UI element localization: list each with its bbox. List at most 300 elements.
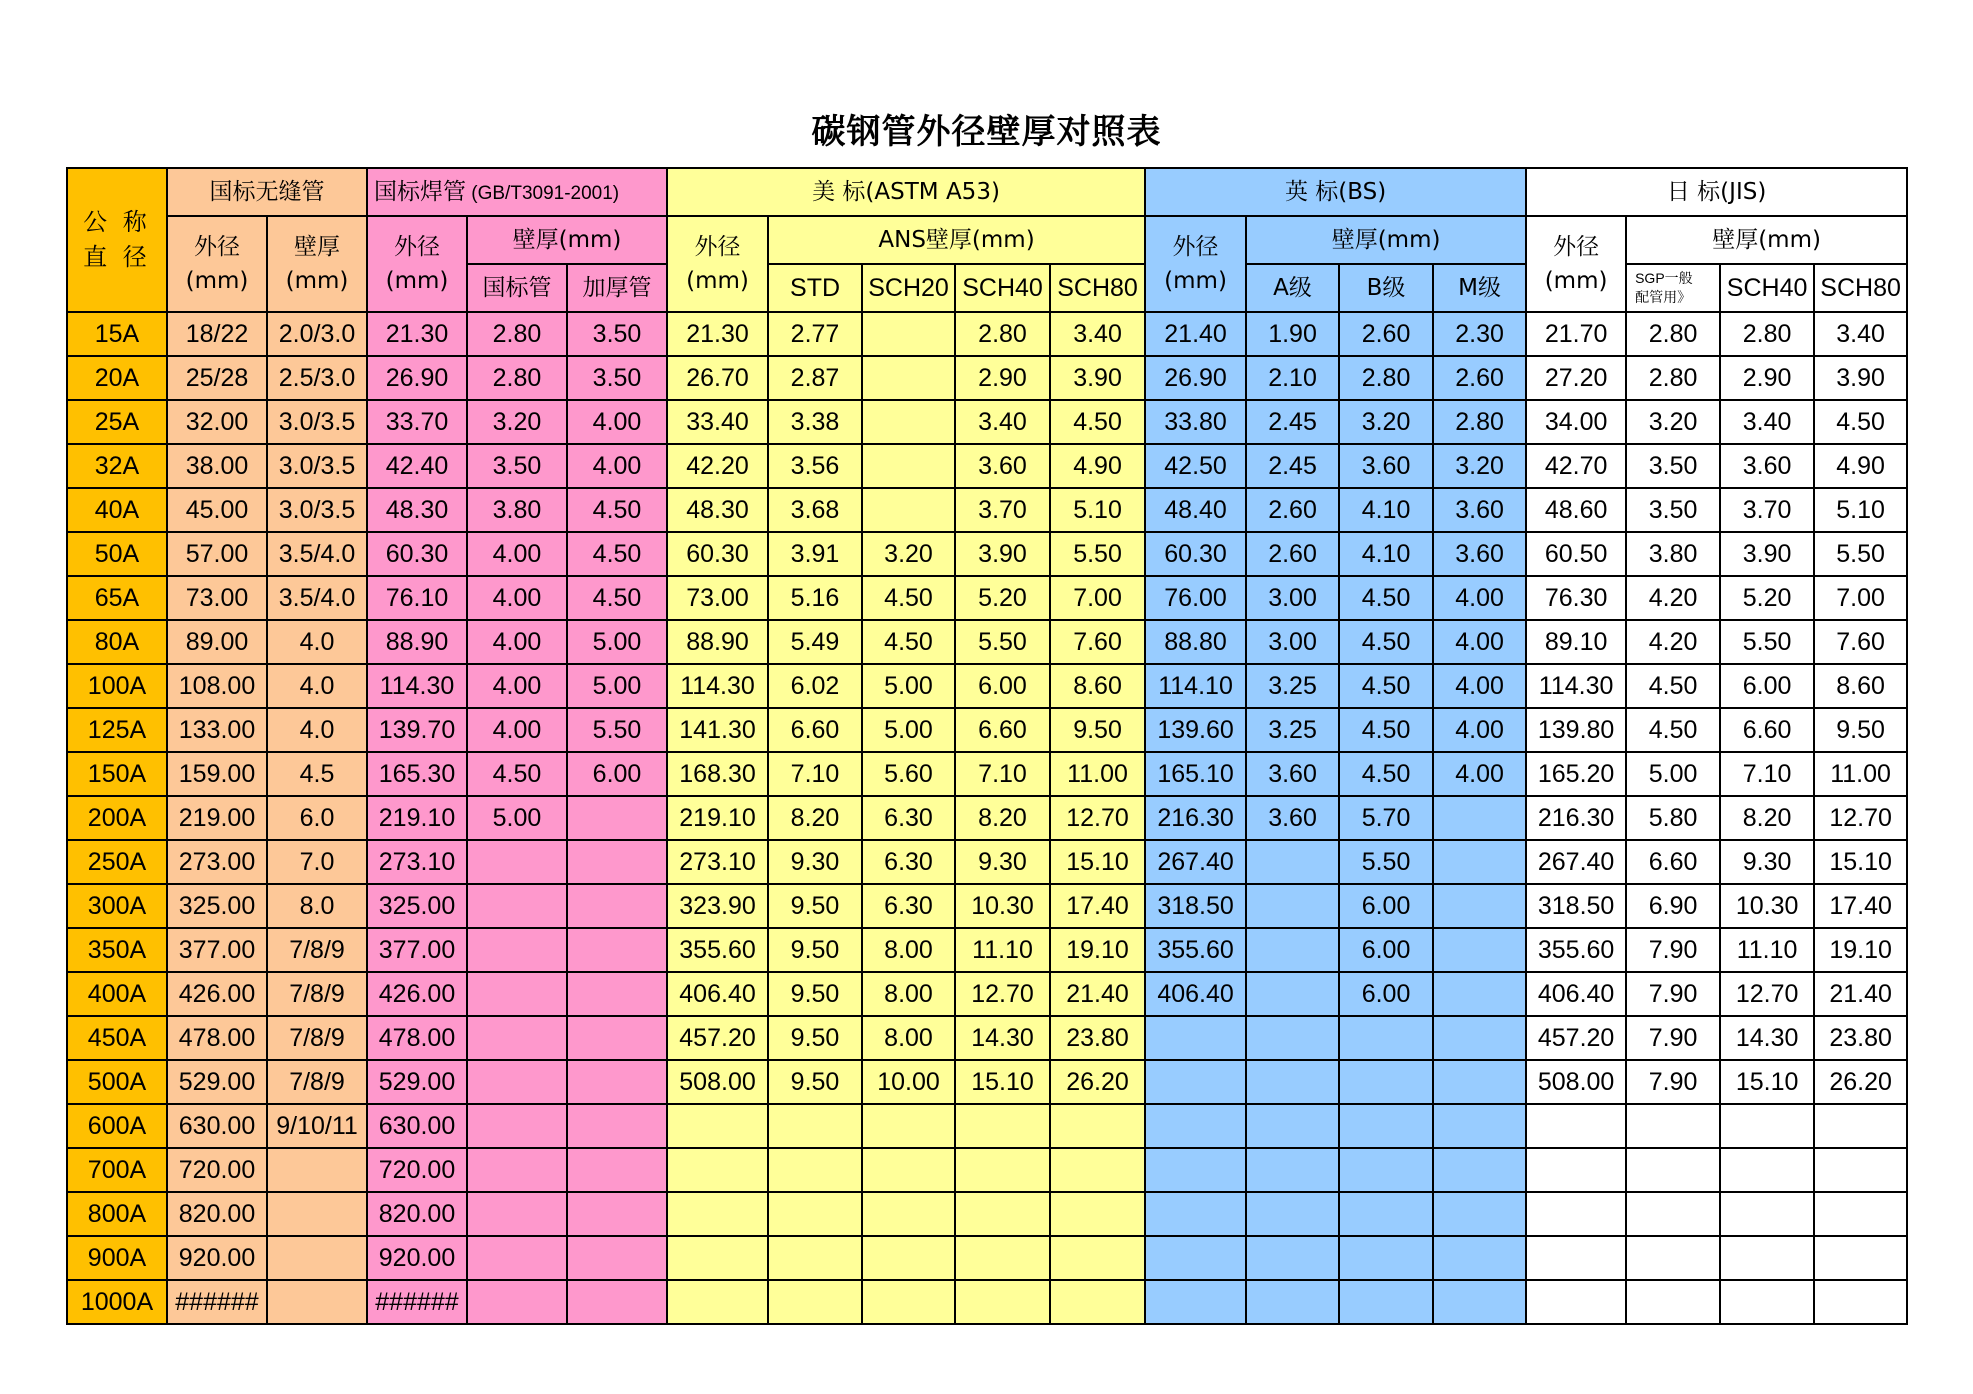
bs-od-cell — [1145, 1280, 1246, 1324]
astm-od-cell: 168.30 — [667, 752, 768, 796]
bs-grade-a-cell: 2.60 — [1246, 488, 1339, 532]
gb-welded-wall-thick-cell: 5.00 — [567, 620, 667, 664]
nominal-size-cell: 80A — [67, 620, 167, 664]
astm-std-cell — [768, 1192, 862, 1236]
jis-sgp-cell — [1626, 1104, 1720, 1148]
nominal-size-cell: 15A — [67, 312, 167, 356]
bs-grade-b-cell: 4.50 — [1339, 620, 1433, 664]
bs-grade-m-cell — [1433, 840, 1526, 884]
bs-od-cell: 21.40 — [1145, 312, 1246, 356]
nominal-size-cell: 100A — [67, 664, 167, 708]
gb-welded-wall-std-cell — [467, 1192, 567, 1236]
gb-seamless-wall-cell: 3.0/3.5 — [267, 444, 367, 488]
astm-od-cell: 406.40 — [667, 972, 768, 1016]
table-row — [67, 840, 1907, 884]
bs-od-cell: 42.50 — [1145, 444, 1246, 488]
mm-label: (mm) — [686, 268, 749, 294]
astm-std-cell: 7.10 — [768, 752, 862, 796]
bs-grade-a-cell — [1246, 1060, 1339, 1104]
astm-sch40-cell: 3.90 — [955, 532, 1050, 576]
bs-grade-a-cell: 3.25 — [1246, 664, 1339, 708]
table-row — [67, 1236, 1907, 1280]
gb-welded-od-cell: 529.00 — [367, 1060, 467, 1104]
bs-grade-b-cell — [1339, 1280, 1433, 1324]
jis-sch80-cell — [1814, 1280, 1907, 1324]
bs-grade-a-cell: 3.00 — [1246, 576, 1339, 620]
astm-std-cell: 9.50 — [768, 928, 862, 972]
astm-sch80-cell: 4.90 — [1050, 444, 1145, 488]
jis-sgp-cell: 7.90 — [1626, 1060, 1720, 1104]
astm-od-header — [667, 216, 768, 312]
astm-sch40-cell: 15.10 — [955, 1060, 1050, 1104]
astm-std-cell: 3.68 — [768, 488, 862, 532]
astm-od-cell: 457.20 — [667, 1016, 768, 1060]
bs-grade-m-cell — [1433, 928, 1526, 972]
jis-sch40-cell — [1720, 1148, 1814, 1192]
bs-grade-a-cell: 3.25 — [1246, 708, 1339, 752]
gb-welded-wall-std-cell: 4.50 — [467, 752, 567, 796]
jis-sch40-cell: 6.60 — [1720, 708, 1814, 752]
gb-welded-od-cell: 273.10 — [367, 840, 467, 884]
astm-std-cell: 6.02 — [768, 664, 862, 708]
astm-sch80-cell: 23.80 — [1050, 1016, 1145, 1060]
nominal-size-cell: 400A — [67, 972, 167, 1016]
bs-grade-a-cell — [1246, 1104, 1339, 1148]
jis-sgp-cell — [1626, 1280, 1720, 1324]
jis-od-cell: 457.20 — [1526, 1016, 1626, 1060]
astm-sch80-cell: 4.50 — [1050, 400, 1145, 444]
astm-sch80-cell: 9.50 — [1050, 708, 1145, 752]
astm-sch20-cell — [862, 1104, 955, 1148]
gb-welded-wall-std-cell: 4.00 — [467, 576, 567, 620]
gb-welded-label: 国标焊管 — [374, 178, 466, 205]
nominal-size-cell: 32A — [67, 444, 167, 488]
astm-sch20-cell: 10.00 — [862, 1060, 955, 1104]
astm-sch20-cell: 5.00 — [862, 708, 955, 752]
gb-welded-od-cell: 42.40 — [367, 444, 467, 488]
bs-grade-a-cell — [1246, 1192, 1339, 1236]
bs-od-cell — [1145, 1104, 1246, 1148]
bs-grade-m-cell — [1433, 1192, 1526, 1236]
bs-grade-b-cell — [1339, 1148, 1433, 1192]
gb-welded-od-cell: 26.90 — [367, 356, 467, 400]
astm-od-cell: 114.30 — [667, 664, 768, 708]
bs-od-cell: 406.40 — [1145, 972, 1246, 1016]
jis-sch80-cell: 4.90 — [1814, 444, 1907, 488]
gb-seamless-wall-cell: 2.5/3.0 — [267, 356, 367, 400]
jis-od-cell: 48.60 — [1526, 488, 1626, 532]
gb-seamless-od-cell: 630.00 — [167, 1104, 267, 1148]
gb-seamless-wall-cell: 4.0 — [267, 708, 367, 752]
astm-sch20-cell — [862, 444, 955, 488]
gb-welded-od-cell: 88.90 — [367, 620, 467, 664]
astm-std-cell: 9.50 — [768, 1060, 862, 1104]
jis-sgp-cell: 6.90 — [1626, 884, 1720, 928]
jis-sch80-cell: 8.60 — [1814, 664, 1907, 708]
gb-welded-od-cell: 219.10 — [367, 796, 467, 840]
bs-grade-m-cell — [1433, 1104, 1526, 1148]
bs-grade-a-cell: 1.90 — [1246, 312, 1339, 356]
bs-grade-m-cell — [1433, 1060, 1526, 1104]
jis-od-cell — [1526, 1280, 1626, 1324]
grade-b-header: B级 — [1339, 264, 1433, 312]
astm-sch40-cell — [955, 1192, 1050, 1236]
bs-grade-b-cell — [1339, 1060, 1433, 1104]
nominal-size-cell: 25A — [67, 400, 167, 444]
jis-header: 日 标(JIS) — [1526, 168, 1907, 216]
table-row — [67, 620, 1907, 664]
gb-seamless-od-cell: 89.00 — [167, 620, 267, 664]
bs-grade-b-cell: 2.60 — [1339, 312, 1433, 356]
bs-grade-b-cell: 3.20 — [1339, 400, 1433, 444]
jis-od-cell: 508.00 — [1526, 1060, 1626, 1104]
gb-seamless-wall-cell — [267, 1236, 367, 1280]
nominal-size-cell: 65A — [67, 576, 167, 620]
jis-od-cell: 267.40 — [1526, 840, 1626, 884]
jis-sgp-cell: 3.50 — [1626, 488, 1720, 532]
astm-std-cell: 5.16 — [768, 576, 862, 620]
table-row — [67, 1016, 1907, 1060]
table-row — [67, 928, 1907, 972]
astm-od-cell: 60.30 — [667, 532, 768, 576]
bs-grade-a-cell — [1246, 840, 1339, 884]
bs-grade-m-cell — [1433, 1280, 1526, 1324]
jis-sch80-cell — [1814, 1148, 1907, 1192]
jis-sch40-cell: 3.90 — [1720, 532, 1814, 576]
astm-sch80-cell: 5.50 — [1050, 532, 1145, 576]
gb-welded-wall-std-cell — [467, 1104, 567, 1148]
gb-seamless-od-cell: 377.00 — [167, 928, 267, 972]
od-label: 外径 — [394, 233, 440, 260]
bs-wall-header: 壁厚(mm) — [1246, 216, 1526, 264]
gb-seamless-wall-cell: 7/8/9 — [267, 928, 367, 972]
bs-grade-b-cell: 6.00 — [1339, 928, 1433, 972]
jis-sch80-cell: 3.40 — [1814, 312, 1907, 356]
nominal-size-cell: 150A — [67, 752, 167, 796]
jis-od-cell: 60.50 — [1526, 532, 1626, 576]
jis-sch80-cell: 3.90 — [1814, 356, 1907, 400]
jis-sch80-cell — [1814, 1192, 1907, 1236]
astm-sch20-cell: 8.00 — [862, 928, 955, 972]
gb-welded-od-cell: 139.70 — [367, 708, 467, 752]
table-row — [67, 1148, 1907, 1192]
gb-seamless-wall-cell: 3.0/3.5 — [267, 488, 367, 532]
jis-sch40-cell: 8.20 — [1720, 796, 1814, 840]
jis-sch80-cell: 9.50 — [1814, 708, 1907, 752]
table-row — [67, 796, 1907, 840]
astm-sch20-cell: 6.30 — [862, 840, 955, 884]
bs-grade-m-cell: 3.60 — [1433, 532, 1526, 576]
gb-welded-wall-thick-cell — [567, 884, 667, 928]
astm-od-cell: 508.00 — [667, 1060, 768, 1104]
gb-seamless-od-cell: 108.00 — [167, 664, 267, 708]
mm-label: (mm) — [1164, 268, 1227, 294]
astm-sch40-cell — [955, 1148, 1050, 1192]
nominal-size-cell: 600A — [67, 1104, 167, 1148]
astm-od-cell: 323.90 — [667, 884, 768, 928]
gb-welded-wall-thick-cell — [567, 1148, 667, 1192]
bs-od-cell: 76.00 — [1145, 576, 1246, 620]
astm-std-cell: 2.87 — [768, 356, 862, 400]
pipe-spec-table — [66, 167, 1908, 1325]
bs-od-cell — [1145, 1060, 1246, 1104]
astm-sch40-cell: 9.30 — [955, 840, 1050, 884]
astm-od-cell: 42.20 — [667, 444, 768, 488]
astm-sch80-cell — [1050, 1236, 1145, 1280]
bs-grade-m-cell — [1433, 972, 1526, 1016]
gb-seamless-wall-cell: 4.5 — [267, 752, 367, 796]
gb-welded-wall-std-cell: 4.00 — [467, 708, 567, 752]
bs-grade-a-cell — [1246, 1148, 1339, 1192]
bs-grade-b-cell: 4.10 — [1339, 532, 1433, 576]
jis-sch80-cell: 17.40 — [1814, 884, 1907, 928]
astm-sch20-cell — [862, 1280, 955, 1324]
gb-seamless-od-cell: 25/28 — [167, 356, 267, 400]
mm-label: (mm) — [1544, 268, 1608, 294]
astm-std-cell: 3.91 — [768, 532, 862, 576]
gb-seamless-wall-cell: 4.0 — [267, 664, 367, 708]
bs-grade-a-cell — [1246, 928, 1339, 972]
grade-a-header: A级 — [1246, 264, 1339, 312]
gb-seamless-wall-cell: 8.0 — [267, 884, 367, 928]
bs-od-cell: 355.60 — [1145, 928, 1246, 972]
astm-sch20-cell: 4.50 — [862, 620, 955, 664]
jis-sch80-cell: 5.50 — [1814, 532, 1907, 576]
astm-sch20-cell — [862, 356, 955, 400]
sgp-label-line2: 配管用》 — [1635, 289, 1692, 305]
bs-grade-b-cell: 3.60 — [1339, 444, 1433, 488]
bs-od-cell: 216.30 — [1145, 796, 1246, 840]
jis-od-cell: 76.30 — [1526, 576, 1626, 620]
nominal-diameter-header — [67, 168, 167, 312]
bs-grade-b-cell: 6.00 — [1339, 884, 1433, 928]
bs-grade-a-cell: 3.00 — [1246, 620, 1339, 664]
nominal-header-line1: 公 称 — [83, 208, 151, 237]
jis-sch40-cell: 6.00 — [1720, 664, 1814, 708]
astm-sch80-cell — [1050, 1192, 1145, 1236]
gb-seamless-wall-cell: 3.5/4.0 — [267, 576, 367, 620]
astm-sch80-cell: 11.00 — [1050, 752, 1145, 796]
gb-seamless-wall-cell — [267, 1280, 367, 1324]
mm-label: (mm) — [185, 268, 249, 294]
jis-sch40-header: SCH40 — [1720, 264, 1814, 312]
astm-std-cell: 9.50 — [768, 972, 862, 1016]
od-label: 外径 — [1553, 233, 1600, 260]
nominal-header-line2: 直 径 — [83, 243, 151, 271]
gb-seamless-wall-cell — [267, 1148, 367, 1192]
jis-sgp-cell: 7.90 — [1626, 972, 1720, 1016]
astm-sch40-cell: 8.20 — [955, 796, 1050, 840]
nominal-size-cell: 200A — [67, 796, 167, 840]
astm-sch40-cell: 5.20 — [955, 576, 1050, 620]
jis-sch40-cell — [1720, 1104, 1814, 1148]
astm-sch20-cell: 6.30 — [862, 884, 955, 928]
bs-grade-b-cell: 6.00 — [1339, 972, 1433, 1016]
bs-od-cell: 33.80 — [1145, 400, 1246, 444]
astm-std-cell — [768, 1104, 862, 1148]
astm-sch80-cell: 7.60 — [1050, 620, 1145, 664]
gb-welded-od-cell: 920.00 — [367, 1236, 467, 1280]
astm-sch80-cell: 8.60 — [1050, 664, 1145, 708]
gb-welded-wall-std-cell — [467, 1016, 567, 1060]
table-row — [67, 576, 1907, 620]
astm-header: 美 标(ASTM A53) — [667, 168, 1145, 216]
jis-od-cell: 27.20 — [1526, 356, 1626, 400]
jis-od-cell: 89.10 — [1526, 620, 1626, 664]
jis-sgp-cell: 3.50 — [1626, 444, 1720, 488]
astm-sch40-cell: 6.60 — [955, 708, 1050, 752]
gb-welded-wall-thick-cell — [567, 796, 667, 840]
jis-sch80-cell: 26.20 — [1814, 1060, 1907, 1104]
bs-od-cell: 165.10 — [1145, 752, 1246, 796]
bs-grade-b-cell — [1339, 1016, 1433, 1060]
gb-seamless-od-cell: 133.00 — [167, 708, 267, 752]
nominal-size-cell: 700A — [67, 1148, 167, 1192]
gb-welded-wall-thick-cell: 3.50 — [567, 312, 667, 356]
table-row — [67, 1060, 1907, 1104]
astm-sch40-cell: 10.30 — [955, 884, 1050, 928]
bs-grade-a-cell: 2.10 — [1246, 356, 1339, 400]
bs-grade-m-cell — [1433, 1236, 1526, 1280]
wall-label: 壁厚 — [294, 233, 340, 260]
astm-sch80-cell: 3.90 — [1050, 356, 1145, 400]
astm-sch80-cell — [1050, 1280, 1145, 1324]
gb-welded-od-cell: 60.30 — [367, 532, 467, 576]
bs-od-cell: 267.40 — [1145, 840, 1246, 884]
bs-grade-m-cell: 4.00 — [1433, 752, 1526, 796]
astm-od-cell — [667, 1148, 768, 1192]
astm-od-cell: 88.90 — [667, 620, 768, 664]
table-row — [67, 400, 1907, 444]
astm-sch20-cell — [862, 400, 955, 444]
jis-od-cell: 21.70 — [1526, 312, 1626, 356]
astm-od-cell: 73.00 — [667, 576, 768, 620]
bs-od-cell — [1145, 1016, 1246, 1060]
nominal-size-cell: 250A — [67, 840, 167, 884]
gb-welded-od-cell: 426.00 — [367, 972, 467, 1016]
astm-sch20-cell: 8.00 — [862, 1016, 955, 1060]
gb-seamless-wall-cell: 7.0 — [267, 840, 367, 884]
bs-od-cell — [1145, 1192, 1246, 1236]
gb-seamless-wall-cell: 7/8/9 — [267, 1016, 367, 1060]
jis-sch80-cell: 7.60 — [1814, 620, 1907, 664]
jis-sch40-cell: 7.10 — [1720, 752, 1814, 796]
gb-seamless-wall-cell: 4.0 — [267, 620, 367, 664]
bs-grade-a-cell: 2.60 — [1246, 532, 1339, 576]
grade-m-header: M级 — [1433, 264, 1526, 312]
gb-seamless-od-header — [167, 216, 267, 312]
sch80-header: SCH80 — [1050, 264, 1145, 312]
gb-seamless-od-cell: 720.00 — [167, 1148, 267, 1192]
table-row — [67, 1192, 1907, 1236]
gb-welded-wall-std-cell — [467, 972, 567, 1016]
gb-welded-wall-thick-cell: 4.50 — [567, 488, 667, 532]
gb-seamless-wall-cell — [267, 1192, 367, 1236]
gb-welded-wall-thick-cell — [567, 1192, 667, 1236]
astm-std-cell: 2.77 — [768, 312, 862, 356]
jis-sgp-cell: 5.00 — [1626, 752, 1720, 796]
gb-welded-wall-std-cell — [467, 1148, 567, 1192]
bs-header: 英 标(BS) — [1145, 168, 1526, 216]
gb-welded-od-cell: 630.00 — [367, 1104, 467, 1148]
bs-od-cell: 48.40 — [1145, 488, 1246, 532]
gb-seamless-od-cell: 32.00 — [167, 400, 267, 444]
jis-sgp-cell: 4.20 — [1626, 576, 1720, 620]
jis-sgp-cell — [1626, 1236, 1720, 1280]
gb-welded-wall-thick-cell — [567, 1060, 667, 1104]
table-row — [67, 488, 1907, 532]
gb-seamless-wall-cell: 6.0 — [267, 796, 367, 840]
gb-seamless-od-cell: 920.00 — [167, 1236, 267, 1280]
gb-welded-wall-header: 壁厚(mm) — [467, 216, 667, 264]
jis-od-cell: 165.20 — [1526, 752, 1626, 796]
astm-std-cell — [768, 1236, 862, 1280]
jis-sch40-cell: 15.10 — [1720, 1060, 1814, 1104]
gb-welded-wall-thick-cell — [567, 928, 667, 972]
astm-od-cell — [667, 1236, 768, 1280]
astm-sch40-cell: 2.80 — [955, 312, 1050, 356]
table-row — [67, 1104, 1907, 1148]
gb-welded-od-cell: 165.30 — [367, 752, 467, 796]
gb-seamless-wall-cell: 3.0/3.5 — [267, 400, 367, 444]
astm-std-cell: 9.30 — [768, 840, 862, 884]
astm-sch80-cell: 12.70 — [1050, 796, 1145, 840]
astm-sch20-cell: 6.30 — [862, 796, 955, 840]
jis-od-cell — [1526, 1192, 1626, 1236]
jis-sgp-cell: 4.50 — [1626, 664, 1720, 708]
astm-sch40-cell: 3.60 — [955, 444, 1050, 488]
astm-sch40-cell: 2.90 — [955, 356, 1050, 400]
bs-grade-b-cell: 4.50 — [1339, 576, 1433, 620]
jis-sgp-cell: 7.90 — [1626, 1016, 1720, 1060]
astm-sch40-cell: 5.50 — [955, 620, 1050, 664]
data-rows — [67, 312, 1907, 1324]
std-header: STD — [768, 264, 862, 312]
sgp-label-line1: SGP一般 — [1635, 270, 1693, 287]
gb-welded-od-cell: 720.00 — [367, 1148, 467, 1192]
bs-od-cell: 60.30 — [1145, 532, 1246, 576]
bs-grade-a-cell — [1246, 1016, 1339, 1060]
astm-sch20-cell: 5.60 — [862, 752, 955, 796]
bs-od-cell: 114.10 — [1145, 664, 1246, 708]
bs-grade-m-cell: 2.30 — [1433, 312, 1526, 356]
gb-welded-wall-thick-cell: 5.00 — [567, 664, 667, 708]
gb-seamless-wall-header — [267, 216, 367, 312]
gb-welded-wall-thick-cell: 6.00 — [567, 752, 667, 796]
jis-sch80-cell: 4.50 — [1814, 400, 1907, 444]
jis-sch80-header: SCH80 — [1814, 264, 1907, 312]
jis-od-header — [1526, 216, 1626, 312]
astm-sch40-cell: 12.70 — [955, 972, 1050, 1016]
gb-welded-od-cell: 377.00 — [367, 928, 467, 972]
jis-sgp-cell — [1626, 1148, 1720, 1192]
jis-sch40-cell: 9.30 — [1720, 840, 1814, 884]
jis-sch40-cell: 14.30 — [1720, 1016, 1814, 1060]
bs-grade-b-cell: 5.50 — [1339, 840, 1433, 884]
bs-od-cell — [1145, 1148, 1246, 1192]
jis-wall-header: 壁厚(mm) — [1626, 216, 1907, 264]
astm-sch80-cell: 26.20 — [1050, 1060, 1145, 1104]
gb-seamless-wall-cell: 9/10/11 — [267, 1104, 367, 1148]
gb-seamless-od-cell: 57.00 — [167, 532, 267, 576]
astm-std-cell: 6.60 — [768, 708, 862, 752]
jis-sch40-cell: 3.40 — [1720, 400, 1814, 444]
gb-seamless-header: 国标无缝管 — [167, 168, 367, 216]
bs-grade-a-cell — [1246, 1236, 1339, 1280]
astm-std-cell: 8.20 — [768, 796, 862, 840]
astm-sch80-cell: 15.10 — [1050, 840, 1145, 884]
bs-od-cell: 88.80 — [1145, 620, 1246, 664]
